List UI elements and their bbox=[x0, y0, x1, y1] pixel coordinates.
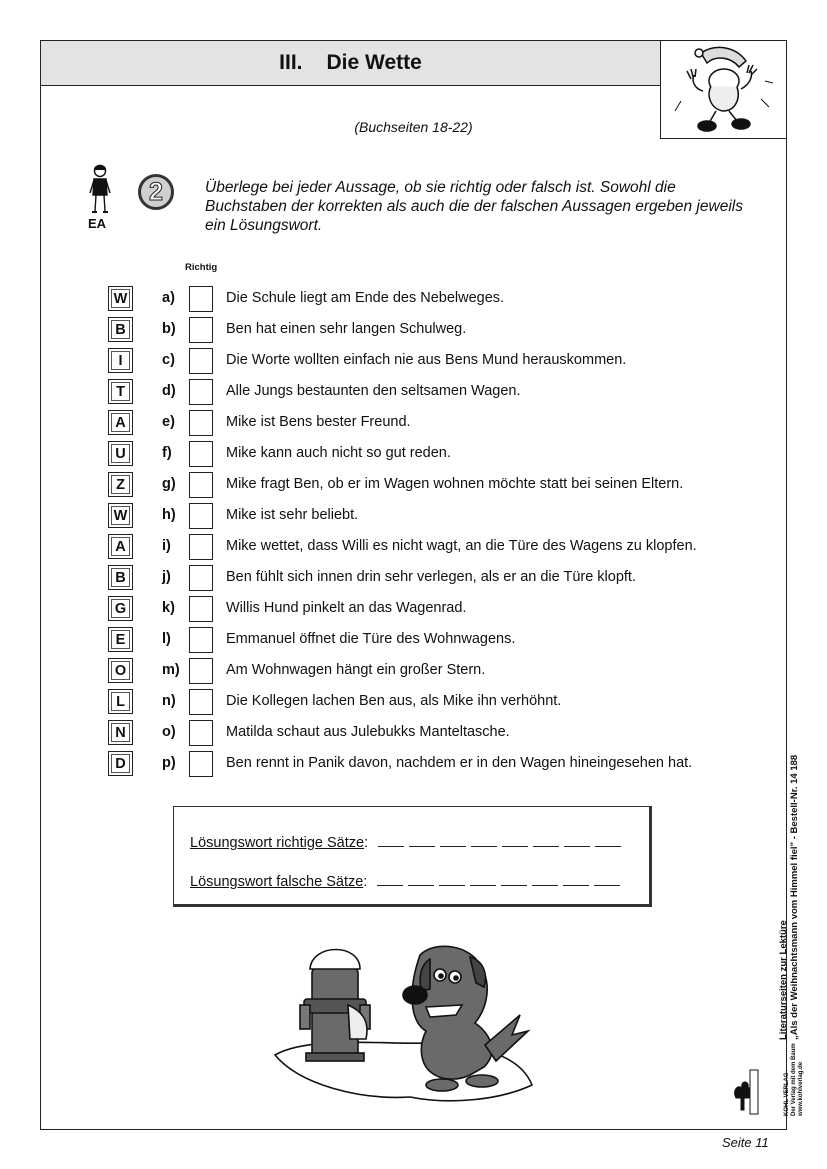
solution-letter: U bbox=[111, 444, 130, 463]
statement-row bbox=[108, 410, 768, 436]
solution-letter: B bbox=[111, 568, 130, 587]
richtig-checkbox[interactable] bbox=[189, 596, 213, 622]
side-book-info bbox=[778, 755, 800, 1040]
statement-label: o) bbox=[162, 724, 176, 740]
statement-row bbox=[108, 317, 768, 343]
statement-row bbox=[108, 441, 768, 467]
solution-letter-box bbox=[108, 689, 133, 714]
richtig-checkbox[interactable] bbox=[189, 751, 213, 777]
statement-text: Die Schule liegt am Ende des Nebelweges. bbox=[226, 290, 505, 306]
statement-text: Matilda schaut aus Julebukks Manteltasche. bbox=[226, 724, 510, 740]
richtig-checkbox[interactable] bbox=[189, 503, 213, 529]
statement-row bbox=[108, 627, 768, 653]
statement-label: f) bbox=[162, 445, 172, 461]
statement-label: g) bbox=[162, 476, 176, 492]
solution-letter-box bbox=[108, 286, 133, 311]
kohl-verlag-tree-logo bbox=[728, 1046, 784, 1118]
solution-letter-box bbox=[108, 751, 133, 776]
statement-row bbox=[108, 348, 768, 374]
richtig-checkbox[interactable] bbox=[189, 317, 213, 343]
statement-label: p) bbox=[162, 755, 176, 771]
statement-label: j) bbox=[162, 569, 171, 585]
solution-letter: A bbox=[111, 413, 130, 432]
richtig-checkbox[interactable] bbox=[189, 720, 213, 746]
solution-letter: N bbox=[111, 723, 130, 742]
statement-row bbox=[108, 596, 768, 622]
publisher-name: KOHL VERLAG bbox=[784, 1072, 790, 1116]
solution-letter-box bbox=[108, 348, 133, 373]
solution-letter-box bbox=[108, 534, 133, 559]
solution-letter-box bbox=[108, 317, 133, 342]
richtig-checkbox[interactable] bbox=[189, 627, 213, 653]
statement-label: h) bbox=[162, 507, 176, 523]
work-mode-label: EA bbox=[88, 216, 107, 231]
page-number: Seite 11 bbox=[722, 1135, 769, 1150]
richtig-checkbox[interactable] bbox=[189, 441, 213, 467]
richtig-checkbox[interactable] bbox=[189, 348, 213, 374]
statement-row bbox=[108, 534, 768, 560]
statement-row bbox=[108, 658, 768, 684]
solution-box bbox=[173, 806, 652, 907]
solution-letter: T bbox=[111, 382, 130, 401]
statement-text: Mike kann auch nicht so gut reden. bbox=[226, 445, 451, 461]
solution-correct-line: Lösungswort richtige Sätze: bbox=[190, 834, 626, 851]
column-header-richtig: Richtig bbox=[185, 262, 218, 273]
dog-hydrant-illustration bbox=[270, 935, 545, 1110]
solution-letter: D bbox=[111, 754, 130, 773]
book-pages-reference: (Buchseiten 18-22) bbox=[354, 119, 473, 135]
solution-correct-blanks[interactable] bbox=[378, 834, 626, 851]
statement-label: e) bbox=[162, 414, 175, 430]
solution-letter-box bbox=[108, 720, 133, 745]
chapter-title: Die Wette bbox=[326, 51, 422, 74]
publisher-slogan: Der Verlag mit dem Baum bbox=[791, 1043, 797, 1116]
statement-text: Die Worte wollten einfach nie aus Bens Mund herauskommen. bbox=[226, 352, 627, 368]
solution-letter: L bbox=[111, 692, 130, 711]
solution-letter: E bbox=[111, 630, 130, 649]
solution-wrong-line: Lösungswort falsche Sätze: bbox=[190, 873, 625, 890]
statement-text: Ben hat einen sehr langen Schulweg. bbox=[226, 321, 467, 337]
solution-wrong-label: Lösungswort falsche Sätze bbox=[190, 874, 364, 890]
task-number-badge: 2 bbox=[138, 174, 174, 210]
statement-label: i) bbox=[162, 538, 171, 554]
statement-text: Alle Jungs bestaunten den seltsamen Wagen. bbox=[226, 383, 521, 399]
statement-text: Die Kollegen lachen Ben aus, als Mike ihn verhöhnt. bbox=[226, 693, 562, 709]
statement-label: d) bbox=[162, 383, 176, 399]
task-instruction: Überlege bei jeder Aussage, ob sie richtig oder falsch ist. Sowohl die Buchstaben der korrekten als auch die der falschen Aussagen ergeben jeweils ein Lösungswort. bbox=[205, 179, 743, 234]
side-info-line1: Literaturseiten zur Lektüre bbox=[778, 920, 789, 1040]
richtig-checkbox[interactable] bbox=[189, 379, 213, 405]
statement-text: Emmanuel öffnet die Türe des Wohnwagens. bbox=[226, 631, 516, 647]
chapter-number: III. bbox=[279, 51, 303, 74]
statement-text: Mike ist Bens bester Freund. bbox=[226, 414, 411, 430]
solution-letter: B bbox=[111, 320, 130, 339]
richtig-checkbox[interactable] bbox=[189, 286, 213, 312]
richtig-checkbox[interactable] bbox=[189, 410, 213, 436]
statement-row bbox=[108, 379, 768, 405]
statement-row bbox=[108, 720, 768, 746]
side-info-line2: „Als der Weihnachtsmann vom Himmel fiel" - Bestell-Nr. 14 188 bbox=[789, 754, 800, 1040]
solution-letter: G bbox=[111, 599, 130, 618]
statement-row bbox=[108, 565, 768, 591]
richtig-checkbox[interactable] bbox=[189, 534, 213, 560]
statement-row bbox=[108, 751, 768, 777]
solution-letter-box bbox=[108, 379, 133, 404]
statement-text: Am Wohnwagen hängt ein großer Stern. bbox=[226, 662, 486, 678]
statement-label: k) bbox=[162, 600, 175, 616]
student-icon bbox=[86, 163, 114, 215]
statement-text: Willis Hund pinkelt an das Wagenrad. bbox=[226, 600, 467, 616]
publisher-logo-text bbox=[784, 1043, 805, 1116]
solution-letter-box bbox=[108, 627, 133, 652]
solution-letter: O bbox=[111, 661, 130, 680]
statement-row bbox=[108, 472, 768, 498]
solution-letter-box bbox=[108, 410, 133, 435]
chapter-title-bar bbox=[40, 40, 661, 86]
publisher-url: www.kohlverlag.de bbox=[798, 1061, 804, 1116]
richtig-checkbox[interactable] bbox=[189, 658, 213, 684]
richtig-checkbox[interactable] bbox=[189, 472, 213, 498]
solution-letter-box bbox=[108, 565, 133, 590]
statement-label: b) bbox=[162, 321, 176, 337]
solution-letter-box bbox=[108, 472, 133, 497]
solution-letter-box bbox=[108, 503, 133, 528]
solution-letter: W bbox=[111, 289, 130, 308]
statement-text: Ben rennt in Panik davon, nachdem er in den Wagen hineingesehen hat. bbox=[226, 755, 693, 771]
statement-row bbox=[108, 689, 768, 715]
statement-label: c) bbox=[162, 352, 175, 368]
statement-label: m) bbox=[162, 662, 180, 678]
richtig-checkbox[interactable] bbox=[189, 689, 213, 715]
solution-letter: Z bbox=[111, 475, 130, 494]
solution-letter-box bbox=[108, 441, 133, 466]
solution-letter: I bbox=[111, 351, 130, 370]
solution-letter: A bbox=[111, 537, 130, 556]
statement-label: a) bbox=[162, 290, 175, 306]
solution-correct-label: Lösungswort richtige Sätze bbox=[190, 835, 365, 851]
statement-text: Mike wettet, dass Willi es nicht wagt, an die Türe des Wagens zu klopfen. bbox=[226, 538, 697, 554]
solution-wrong-blanks[interactable] bbox=[377, 873, 625, 890]
richtig-checkbox[interactable] bbox=[189, 565, 213, 591]
statement-row bbox=[108, 503, 768, 529]
statement-label: n) bbox=[162, 693, 176, 709]
statement-row bbox=[108, 286, 768, 312]
solution-letter: W bbox=[111, 506, 130, 525]
solution-letter-box bbox=[108, 596, 133, 621]
statement-text: Mike ist sehr beliebt. bbox=[226, 507, 359, 523]
statement-text: Mike fragt Ben, ob er im Wagen wohnen möchte statt bei seinen Eltern. bbox=[226, 476, 684, 492]
solution-letter-box bbox=[108, 658, 133, 683]
statement-text: Ben fühlt sich innen drin sehr verlegen, als er an die Türe klopft. bbox=[226, 569, 636, 585]
statement-label: l) bbox=[162, 631, 171, 647]
